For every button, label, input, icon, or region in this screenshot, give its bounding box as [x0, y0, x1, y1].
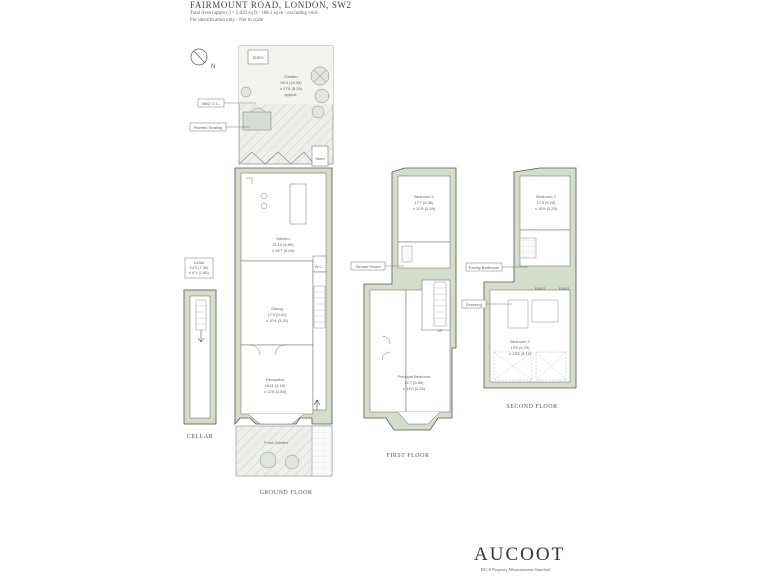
svg-text:BBQ O.C.: BBQ O.C. — [202, 101, 220, 106]
first-floor-plan — [364, 168, 456, 459]
wc-label: W.C. — [314, 264, 324, 269]
bedroom3-dim2: x 10'9 (3.28) — [534, 206, 558, 211]
first-stairs — [434, 282, 446, 326]
store-label: Store — [315, 156, 325, 161]
cellar-dim2: x 6'1 (1.85) — [189, 270, 209, 275]
svg-text:Shower Room: Shower Room — [355, 264, 381, 269]
svg-text:Family Bathroom: Family Bathroom — [468, 265, 500, 270]
dining-dim2: x 10'4 (3.15) — [265, 318, 289, 323]
reception-dim1: 16'11 (5.16) — [264, 383, 286, 388]
kitchen-name: Kitchen — [276, 236, 290, 241]
kitchen-dim2: x 16'7 (5.06) — [271, 248, 295, 253]
reception-name: Reception — [265, 377, 285, 382]
second-floor-label: SECOND FLOOR — [506, 404, 558, 410]
bedroom2-dim1: 19'0 (5.79) — [510, 345, 530, 350]
garden-dim2: x 17'6 (5.33) — [279, 86, 303, 91]
brand-logo: AUCOOT — [474, 544, 566, 565]
svg-text:Dressing: Dressing — [466, 302, 482, 307]
cellar-floor-label: CELLAR — [186, 434, 214, 440]
bedroom3-name: Bedroom 3 — [536, 194, 556, 199]
first-floor-label: FIRST FLOOR — [386, 453, 430, 459]
plan-title: FAIRMOUNT ROAD, LONDON, SW2 — [190, 0, 352, 10]
garden-note: approx. — [284, 92, 298, 97]
bedroom2-name: Bedroom 2 — [510, 339, 530, 344]
total-area-text: Total Area (approx.) = 2,022 sq ft / 188.1 sq m - excluding void — [190, 11, 318, 16]
dining-dim1: 17'9 (5.41) — [267, 312, 287, 317]
shed-label: SHED — [252, 55, 264, 60]
garden-dim1: 59'4 (18.09) — [280, 80, 302, 85]
dining-name: Dining — [271, 306, 283, 311]
bedroom4-dim2: x 10'9 (3.28) — [412, 206, 436, 211]
ground-floor-label: GROUND FLOOR — [259, 490, 313, 496]
ground-floor-plan — [235, 46, 333, 496]
kitchen-dim1: 21'10 (6.65) — [272, 242, 294, 247]
principal-left — [370, 290, 406, 412]
cellar-dim1: 24'3 (7.39) — [189, 265, 209, 270]
second-floor-plan — [484, 168, 576, 410]
eaves-label-1: EAVES — [534, 287, 546, 291]
svg-text:Planted Seating: Planted Seating — [193, 125, 223, 130]
kitchen-island — [290, 184, 306, 224]
disclaimer-text: For identification only - Not to scale — [190, 18, 264, 23]
bedroom4-name: Bedroom 4 — [414, 194, 434, 199]
garden-name: Garden — [284, 74, 298, 79]
principal-dim2: x 14'0 (4.26) — [402, 386, 426, 391]
dining — [241, 261, 313, 345]
first-up-label: UP — [437, 328, 443, 333]
compass-north-label: N — [211, 64, 216, 70]
eaves-label-2: EAVES — [558, 287, 570, 291]
cellar-name: Cellar — [193, 260, 205, 265]
principal-name: Principal Bedroom — [397, 374, 431, 379]
bedroom2-dim2: x 13'6 (4.11) — [509, 351, 531, 356]
front-garden-label: Front Garden — [264, 440, 288, 445]
bedroom4-dim1: 17'7 (5.36) — [414, 200, 434, 205]
cellar-plan — [184, 258, 216, 440]
ground-stairs — [314, 286, 325, 328]
bedroom3-dim1: 17'3 (5.26) — [536, 200, 556, 205]
brand-subtitle: RICS Property Measurement Standard — [481, 567, 551, 572]
principal-dim1: 21'7 (6.58) — [404, 380, 424, 385]
reception-dim2: x 12'8 (3.86) — [263, 389, 287, 394]
planted-seating — [243, 112, 271, 130]
compass-icon — [191, 49, 215, 70]
